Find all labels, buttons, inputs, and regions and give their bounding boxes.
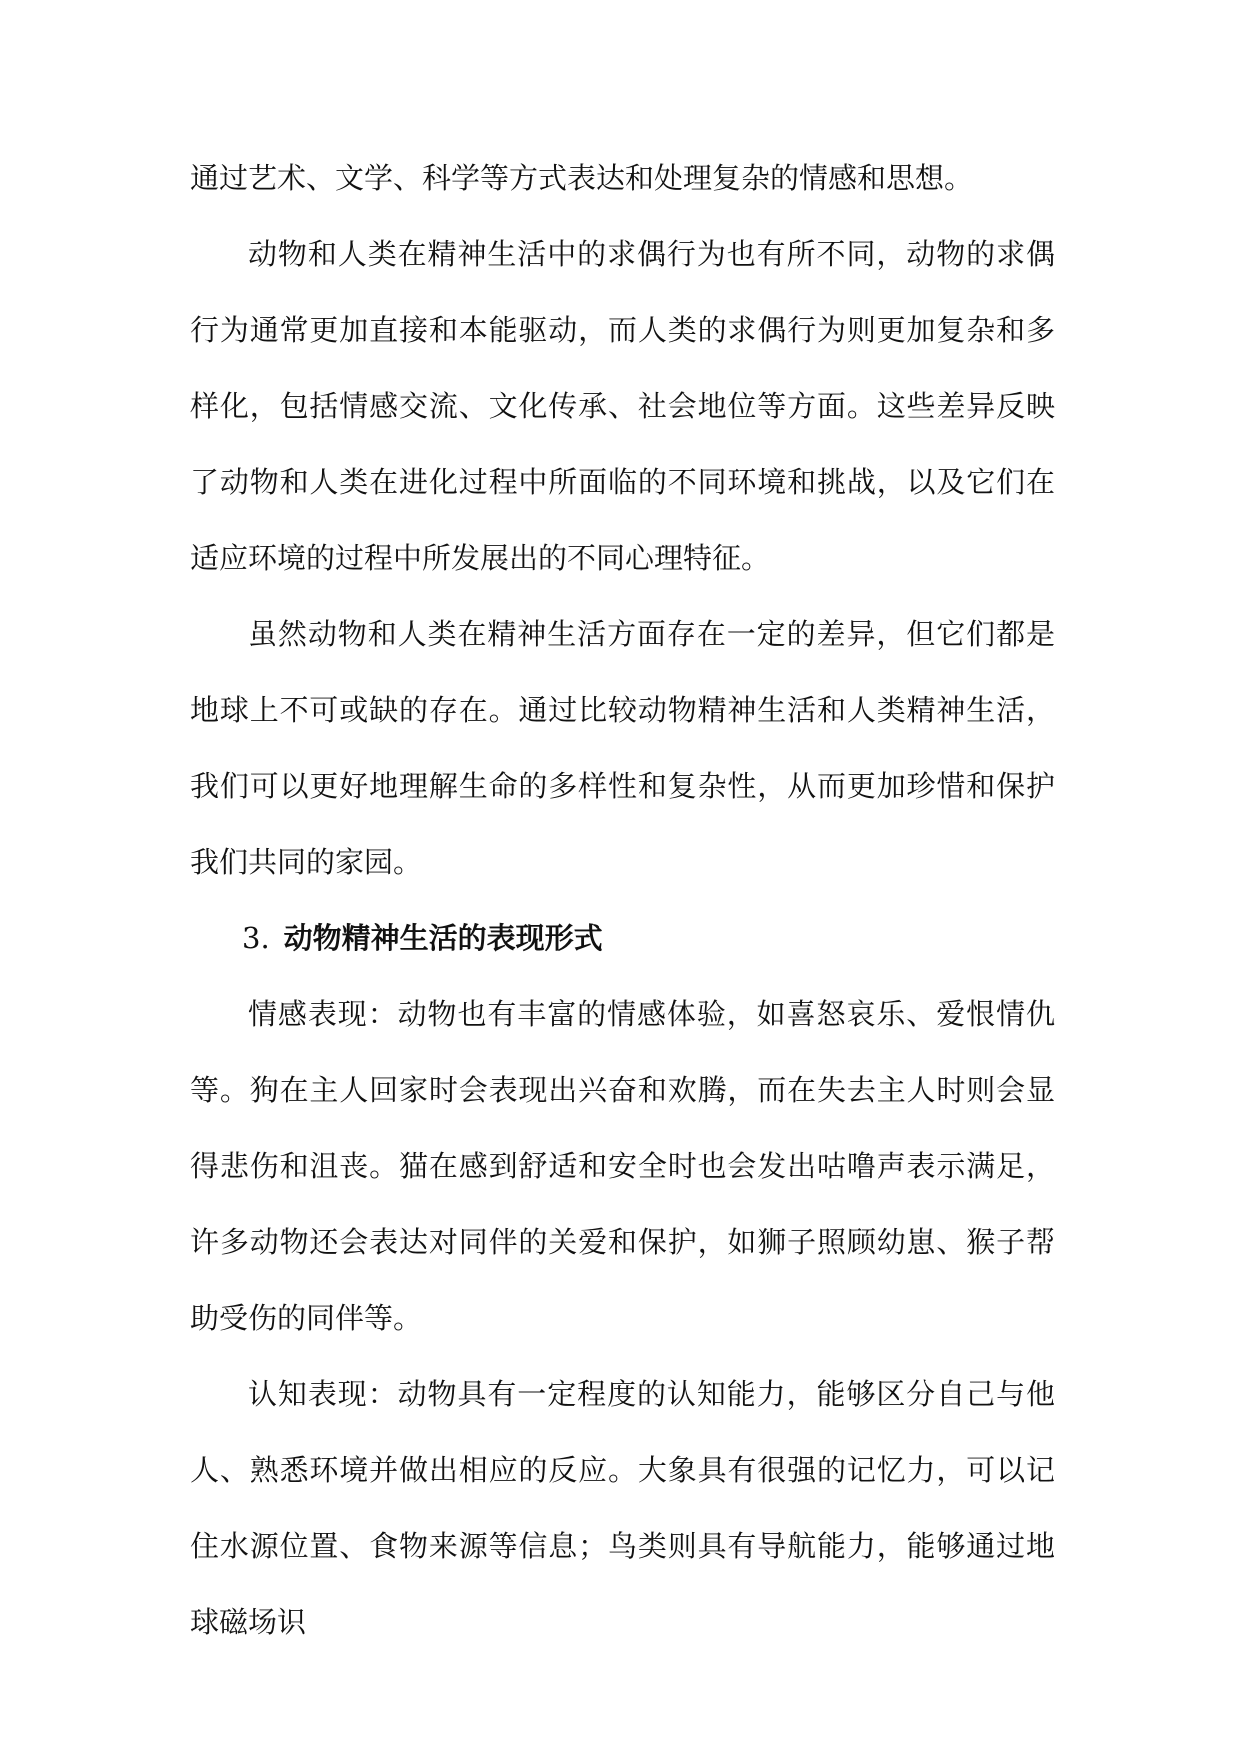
paragraph-conclusion: 虽然动物和人类在精神生活方面存在一定的差异，但它们都是地球上不可或缺的存在。通过比较动物精神生活和人类精神生活，我们可以更好地理解生命的多样性和复杂性，从而更加珍惜和保护我们共同的家园。 [190,617,1055,879]
paragraph-cognitive-expression: 认知表现：动物具有一定程度的认知能力，能够区分自己与他人、熟悉环境并做出相应的反应。大象具有很强的记忆力，可以记住水源位置、食物来源等信息；鸟类则具有导航能力，能够通过地球磁场识 [190,1377,1055,1639]
paragraph-continuation: 通过艺术、文学、科学等方式表达和处理复杂的情感和思想。 [190,161,974,195]
section-heading [190,900,1055,976]
section-title: 动物精神生活的表现形式 [283,921,603,955]
page-body [190,140,1055,1660]
paragraph-courtship-differences: 动物和人类在精神生活中的求偶行为也有所不同，动物的求偶行为通常更加直接和本能驱动，而人类的求偶行为则更加复杂和多样化，包括情感交流、文化传承、社会地位等方面。这些差异反映了动物和人类在进化过程中所面临的不同环境和挑战，以及它们在适应环境的过程中所发展出的不同心理特征。 [190,237,1055,575]
paragraph-emotional-expression: 情感表现：动物也有丰富的情感体验，如喜怒哀乐、爱恨情仇等。狗在主人回家时会表现出兴奋和欢腾，而在失去主人时则会显得悲伤和沮丧。猫在感到舒适和安全时也会发出咕噜声表示满足，许多动物还会表达对同伴的关爱和保护，如狮子照顾幼崽、猴子帮助受伤的同伴等。 [190,997,1055,1335]
section-number: 3. [242,921,270,955]
